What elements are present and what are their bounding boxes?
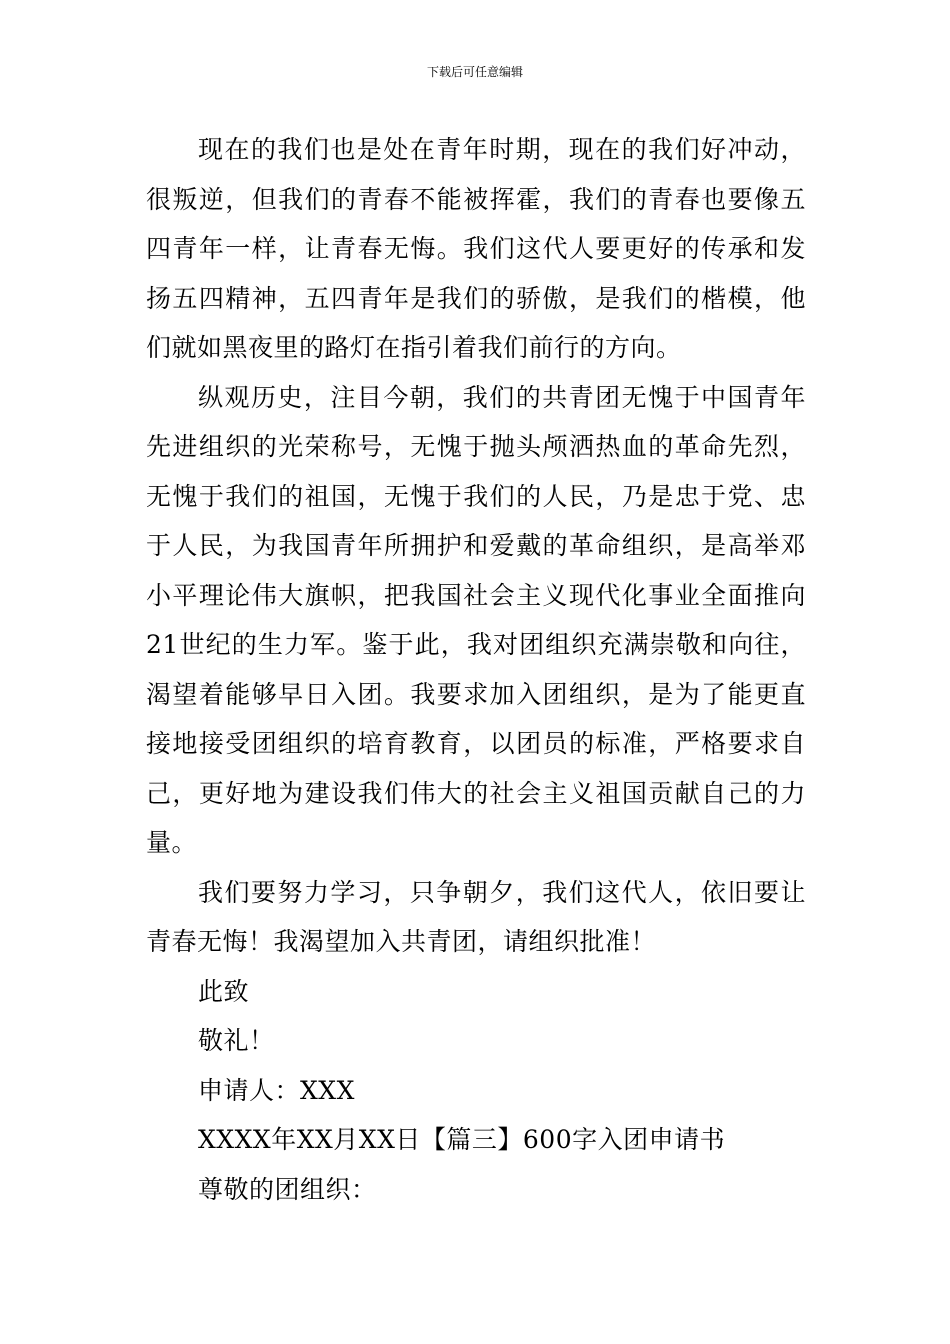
closing-salutation: 此致 — [198, 976, 250, 1006]
paragraph-3: 我们要努力学习，只争朝夕，我们这代人，依旧要让青春无悔！我渴望加入共青团，请组织批准！ — [146, 877, 806, 956]
next-greeting: 尊敬的团组织： — [198, 1174, 377, 1204]
date-and-section-title: XXXX年XX月XX日【篇三】600字入团申请书 — [198, 1125, 726, 1154]
applicant-line: 申请人：XXX — [198, 1075, 355, 1105]
document-body — [146, 125, 806, 1214]
paragraph-2: 纵观历史，注目今朝，我们的共青团无愧于中国青年先进组织的光荣称号，无愧于抛头颅洒热血的革命先烈，无愧于我们的祖国，无愧于我们的人民，乃是忠于党、忠于人民，为我国青年所拥护和爱戴的革命组织，是高举邓小平理论伟大旗帜，把我国社会主义现代化事业全面推向21世纪的生力军。鉴于此，我对团组织充满崇敬和向往，渴望着能够早日入团。我要求加入团组织，是为了能更直接地接受团组织的培育教育，以团员的标准，严格要求自己，更好地为建设我们伟大的社会主义祖国贡献自己的力量。 — [146, 382, 806, 857]
paragraph-1: 现在的我们也是处在青年时期，现在的我们好冲动，很叛逆，但我们的青春不能被挥霍，我们的青春也要像五四青年一样，让青春无悔。我们这代人要更好的传承和发扬五四精神，五四青年是我们的骄傲，是我们的楷模，他们就如黑夜里的路灯在指引着我们前行的方向。 — [146, 135, 806, 362]
closing-respect: 敬礼！ — [198, 1026, 275, 1055]
header-note: 下载后可任意编辑 — [426, 65, 523, 79]
